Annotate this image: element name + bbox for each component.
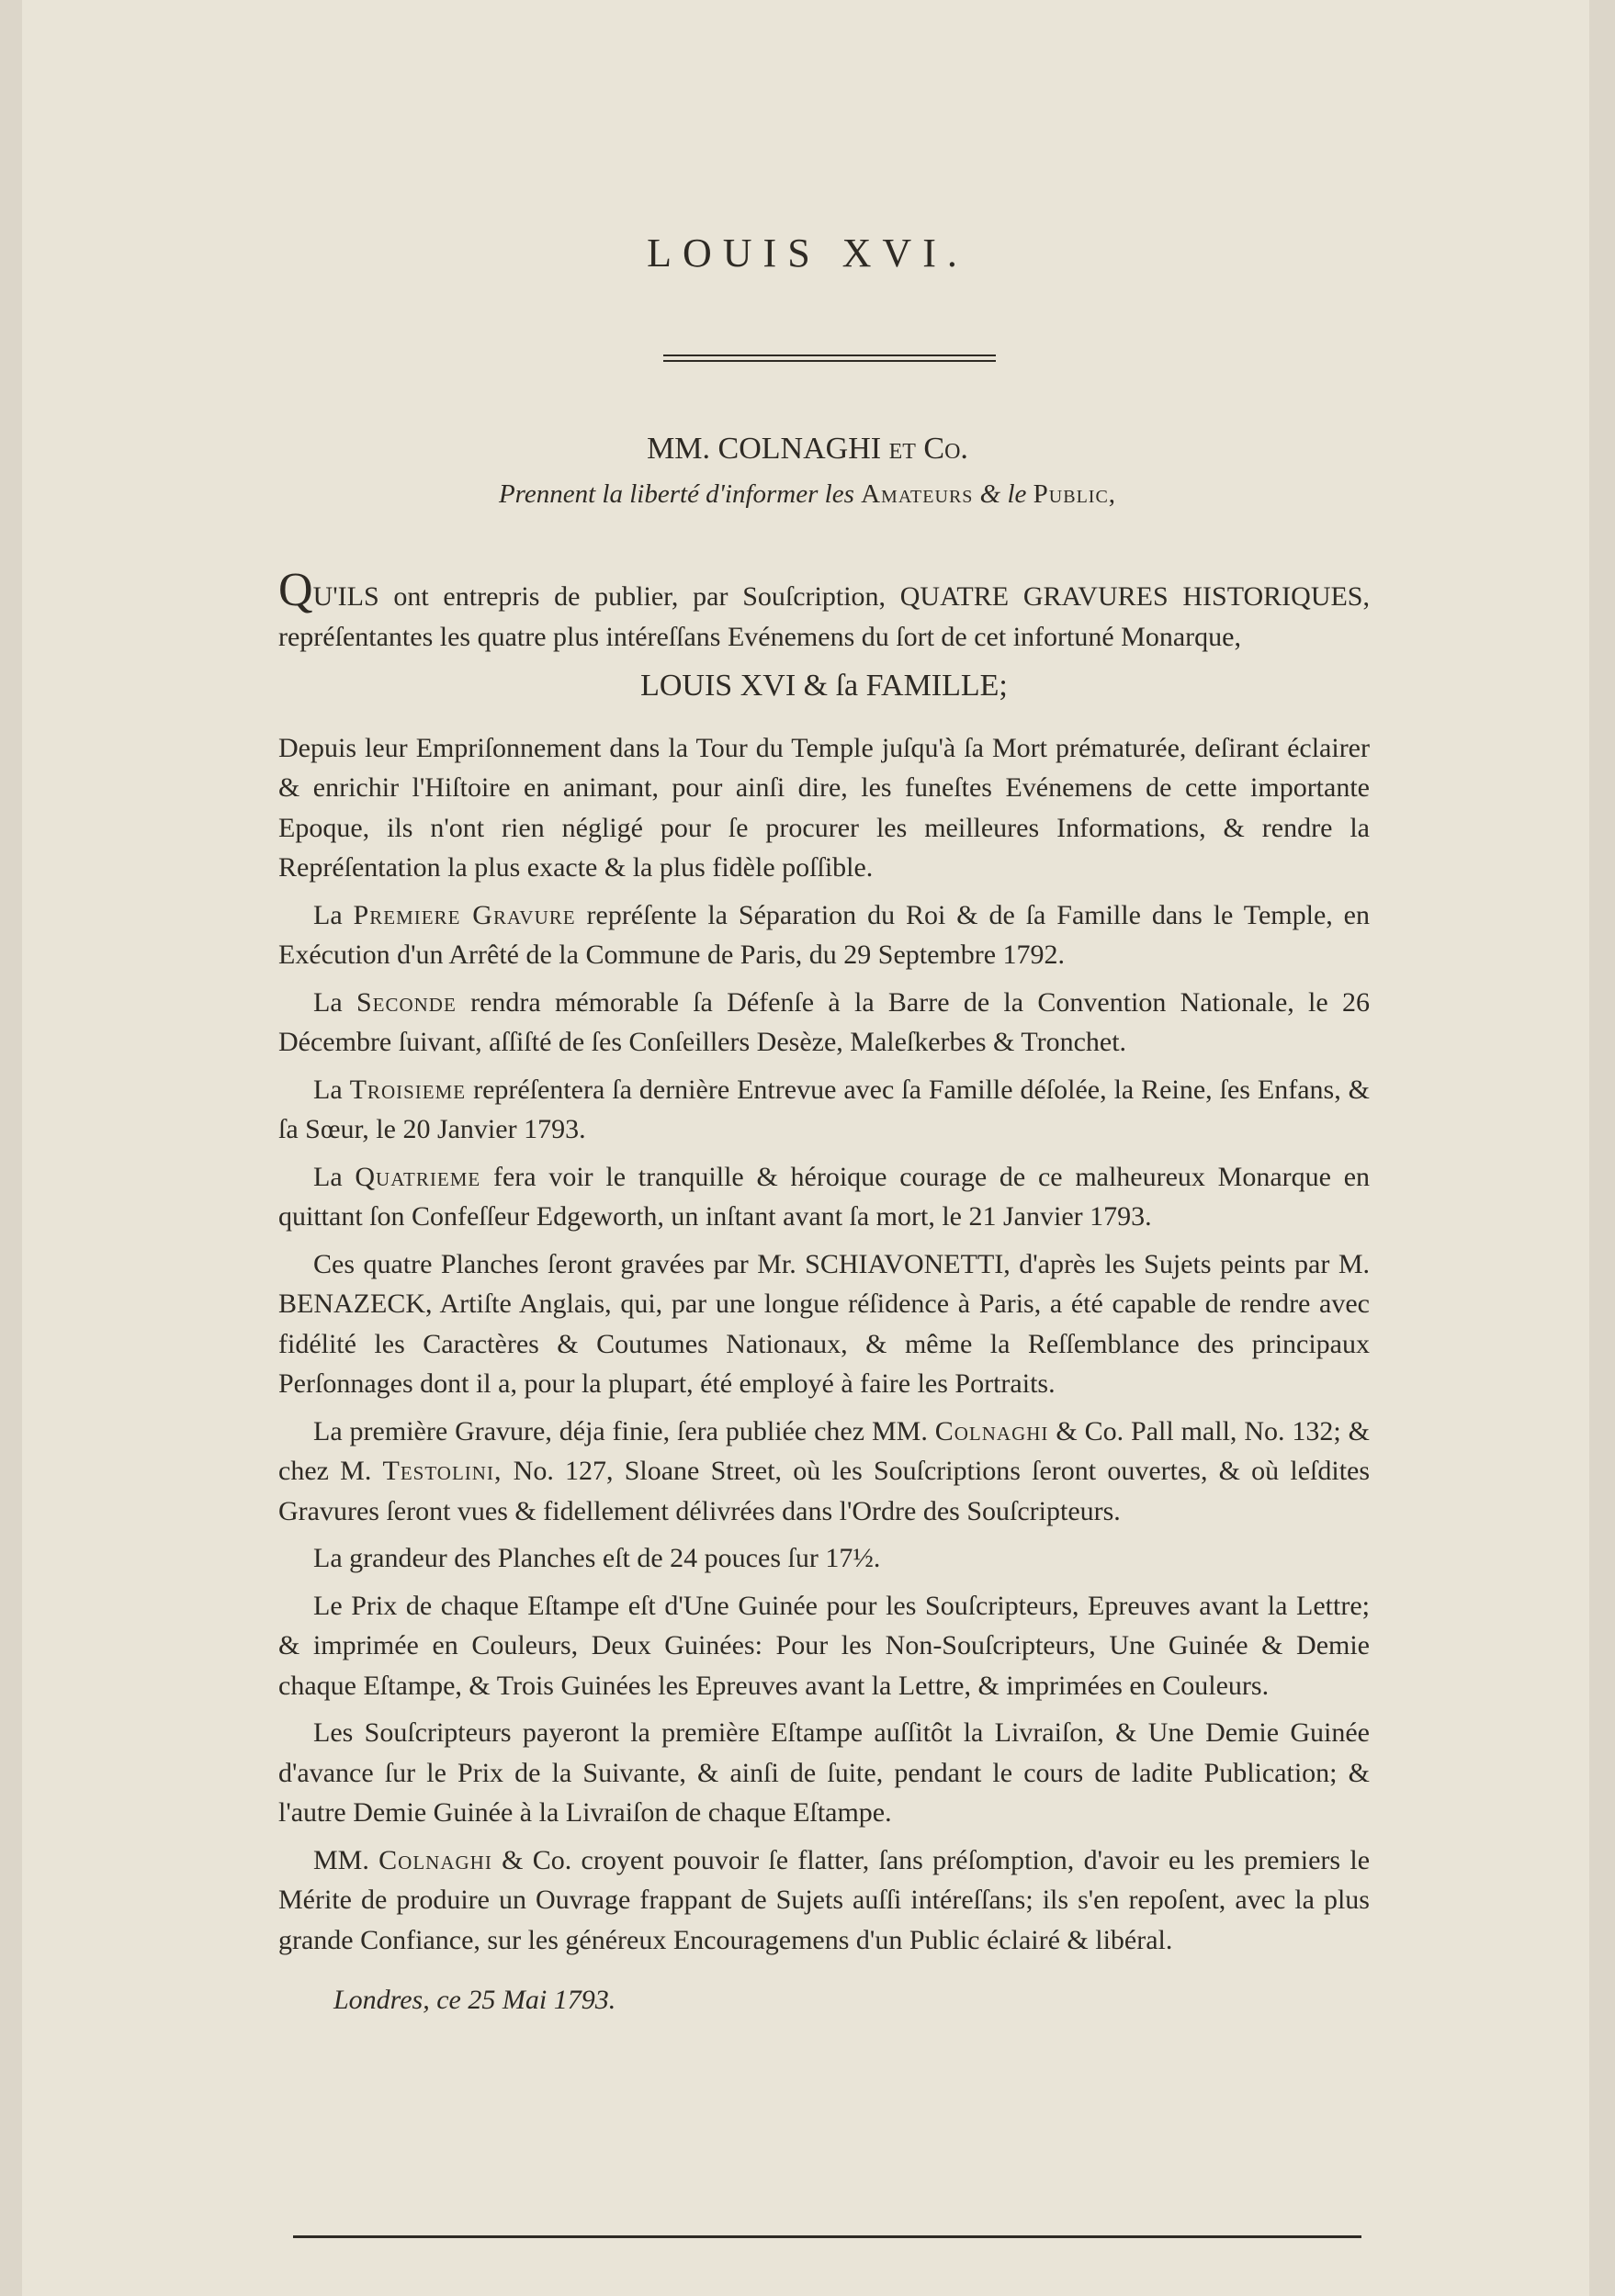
closing-paragraph [278, 1840, 1370, 1961]
premiere-paragraph [278, 1412, 1370, 1532]
gravure-text: repréſente la Séparation du Roi & de ſa Famille dans le Temple, en Exécution d'un Arrêté de la Commune de Paris, du 29 Septembre 1792. [278, 899, 1370, 970]
gravure-text: fera voir le tranquille & héroique courage de ce malheureux Monarque en quittant ſon Confeſſeur Edgeworth, un inſtant avant ſa mort, le 21 Janvier 1793. [278, 1161, 1371, 1232]
subtitle [0, 479, 1615, 510]
subtitle-text: Prennent la liberté d'informer les [498, 479, 854, 509]
gravure-la: La [313, 1161, 343, 1192]
publisher-suffix: et Co. [888, 432, 968, 466]
subtitle-amp: & [979, 479, 1001, 509]
subtitle-public: Public, [1033, 479, 1117, 509]
gravure-la: La [313, 986, 343, 1018]
closing-colnaghi: Colnaghi [378, 1844, 492, 1875]
premiere-text-2: & Co. Pall mall, No. 132; & chez M. [278, 1415, 1371, 1486]
planches-paragraph: Ces quatre Planches ſeront gravées par Mr. SCHIAVONETTI, d'après les Sujets peints par M. BENAZECK, Artiſte Anglais, qui, par une longue réſidence à Paris, a été capable de rendre avec fidélité les Caractères & Coutumes Nationaux, & même la Reſſemblance des principaux Perſonnages dont il a, pour la plupart, été employé à faire les Portraits. [278, 1248, 1370, 1399]
gravure-paragraph [278, 1070, 1370, 1150]
double-rule-divider [663, 355, 996, 362]
depuis-paragraph: Depuis leur Empriſonnement dans la Tour du Temple juſqu'à ſa Mort prématurée, deſirant éclairer & enrichir l'Hiſtoire en animant, pour ainſi dire, les funeſtes Evénemens de cette importante Epoque, ils n'ont rien négligé pour ſe procurer les meilleures Informations, & rendre la Repréſentation la plus exacte & la plus fidèle poſſible. [278, 732, 1370, 883]
dateline: Londres, ce 25 Mai 1793. [333, 1985, 616, 2015]
publisher-heading [0, 432, 1615, 467]
closing-text-2: & Co. croyent pouvoir ſe flatter, ſans préſomption, d'avoir eu les premiers le Mérite de produire un Ouvrage frappant de Sujets auſſi intéreſſans; ils s'en repoſent, avec la plus grande Confiance, sur les généreux Encouragemens d'un Public éclairé & libéral. [278, 1844, 1371, 1955]
gravure-paragraph [278, 1157, 1370, 1237]
payeront-paragraph: Les Souſcripteurs payeront la première Eſtampe auſſitôt la Livraiſon, & Une Demie Guinée d'avance ſur le Prix de la Suivante, & ainſi de ſuite, pendant le cours de ladite Publication; & l'autre Demie Guinée à la Livraiſon de chaque Eſtampe. [278, 1717, 1370, 1828]
intro-text: U'ILS ont entrepris de publier, par Souſcription, QUATRE GRAVURES HISTORIQUES, repréſentantes les quatre plus intéreſſans Evénemens du ſort de cet infortuné Monarque, [278, 581, 1370, 652]
bottom-rule-divider [293, 2235, 1361, 2238]
gravure-la: La [313, 1074, 343, 1105]
subtitle-le: le [1007, 479, 1027, 509]
premiere-text: La première Gravure, déja finie, ſera publiée chez MM. [313, 1415, 928, 1446]
gravure-name: Seconde [356, 986, 457, 1018]
gravure-text: repréſentera ſa dernière Entrevue avec ſa Famille déſolée, la Reine, ſes Enfans, & ſa Sœur, le 20 Janvier 1793. [278, 1074, 1371, 1144]
page-title: LOUIS XVI. [647, 231, 968, 276]
premiere-colnaghi: Colnaghi [934, 1415, 1049, 1446]
publisher-name: MM. COLNAGHI [647, 432, 882, 466]
gravure-paragraph [278, 895, 1370, 975]
gravure-name: Premiere Gravure [353, 899, 576, 930]
gravure-la: La [313, 899, 343, 930]
gravure-paragraph [278, 983, 1370, 1063]
prix-paragraph: Le Prix de chaque Eſtampe eſt d'Une Guinée pour les Souſcripteurs, Epreuves avant la Lettre; & imprimée en Couleurs, Deux Guinées: Pour les Non-Souſcripteurs, Une Guinée & Demie chaque Eſtampe, & Trois Guinées les Epreuves avant la Lettre, & imprimées en Couleurs. [278, 1590, 1370, 1701]
closing-text: MM. [313, 1844, 369, 1875]
gravure-name: Quatrieme [355, 1161, 481, 1192]
premiere-text-3: No. 127, Sloane Street, où les Souſcriptions ſeront ouvertes, & où leſdites Gravures ſeront vues & fidellement délivrées dans l'Ordre des Souſcripteurs. [278, 1456, 1371, 1526]
gravure-name: Troisieme [349, 1074, 467, 1105]
premiere-testolini: Testolini, [382, 1456, 503, 1486]
famille-heading: LOUIS XVI & ſa FAMILLE; [640, 669, 1008, 703]
subtitle-amateurs: Amateurs [861, 479, 974, 509]
drop-cap: Q [278, 564, 313, 616]
intro-paragraph [278, 564, 1370, 657]
gravure-text: rendra mémorable ſa Défenſe à la Barre de la Convention Nationale, le 26 Décembre ſuivant, aſſiſté de ſes Conſeillers Desèze, Maleſkerbes & Tronchet. [278, 986, 1371, 1057]
grandeur-paragraph: La grandeur des Planches eſt de 24 pouces ſur 17½. [313, 1543, 881, 1573]
document-body [278, 564, 1371, 2028]
